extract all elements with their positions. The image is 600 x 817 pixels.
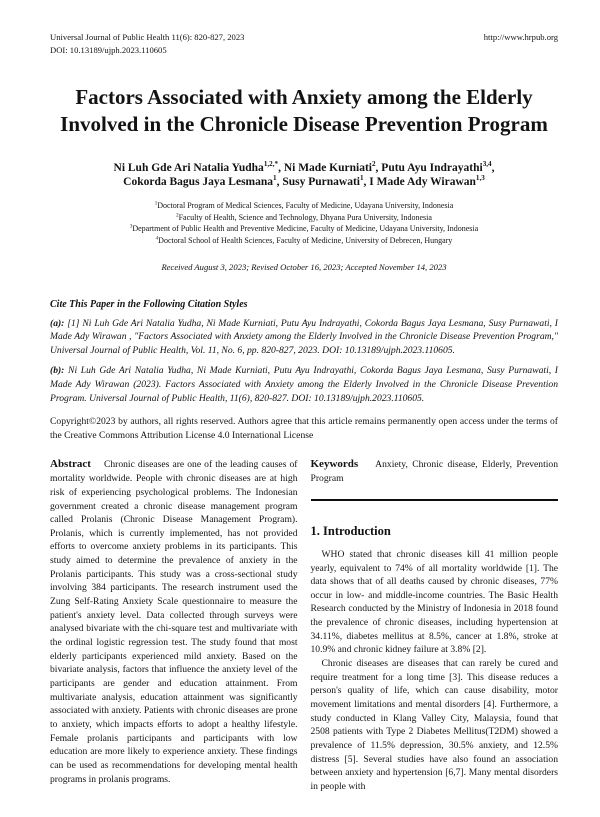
- doi-line: DOI: 10.13189/ujph.2023.110605: [50, 44, 167, 55]
- abstract-paragraph: [50, 457, 298, 787]
- author-line-2: Cokorda Bagus Jaya Lesmana$^1$, Susy Purnawati$^1$, I Made Ady Wirawan$^{1,3}$: [123, 174, 485, 188]
- author-affil-sup: 1,3: [475, 174, 485, 183]
- abstract-text: Chronic diseases are one of the leading causes of mortality worldwide. People with chronic diseases are at high risk of experiencing psychological problems. The Indonesian government created a chronic disease management program called Prolanis (Chronic Disease Management Program). Prolanis, which is currently implemented, has not provided efforts to overcome anxiety problems in its participants. This study aimed to determine the prevalence of anxiety in the Prolanis participants. This study was a cross-sectional study involving 384 participants. The research instrument used the Zung Self-Rating Anxiety Scale questionnaire to measure the patient's anxiety level. Data collected through surveys were analysed bivariate with the chi-square test and multivariate with the ordinal logistic regression test. The study found that most elderly participants experienced mild anxiety. Based on the bivariate analysis, factors that influence the anxiety level of the participants are gender and education attainment. From multivariate analysis, education attainment was significantly associated with anxiety. Patients with chronic diseases are prone to anxiety, which impacts efforts to adopt a healthy lifestyle. Female prolanis participants and participants with low education are more likely to experience anxiety. These findings can be used as recommendations for developing mental health programs in prolanis programs.: [50, 458, 298, 785]
- author-affil-sup: 1,2,*: [263, 159, 279, 168]
- citation-style-a: [50, 317, 558, 358]
- copyright-notice: Copyright©2023 by authors, all rights reserved. Authors agree that this article remains permanently open access under the terms of the Creative Commons Attribution License 4.0 International License: [50, 416, 558, 441]
- article-title-line2: Involved in the Chronicle Disease Prevention Program: [60, 111, 548, 136]
- keywords-text: Anxiety, Chronic disease, Elderly, Prevention Program: [310, 458, 558, 485]
- author-name: Putu Ayu Indrayathi: [381, 161, 483, 174]
- keywords-heading: Keywords: [310, 457, 359, 470]
- article-title: [50, 84, 558, 138]
- author-affil-sup: 3,4: [482, 159, 492, 168]
- two-column-body: [50, 457, 558, 794]
- author-name: Susy Purnawati: [282, 175, 360, 188]
- section-divider-rule: [311, 499, 559, 501]
- author-affil-sup: 1: [359, 174, 364, 183]
- keywords-paragraph: [311, 457, 559, 486]
- article-title-line1: Factors Associated with Anxiety among the Elderly: [75, 84, 533, 109]
- citation-styles-heading: Cite This Paper in the Following Citation Styles: [50, 298, 248, 310]
- introduction-paragraph-1: WHO stated that chronic diseases kill 41 million people yearly, equivalent to 74% of all mortality worldwide [1]. The data shows that of all deaths caused by chronic diseases, 77% occur in low- and middle-income countries. The Basic Health Research conducted by the Ministry of Indonesia in 2018 found the prevalence of chronic diseases, including hypertension at 34.11%, diabetes mellitus at 8.5%, cancer at 1.8%, stroke at 10.9% and chronic kidney failure at 3.8% [2].: [310, 548, 558, 656]
- affiliation-sup: 2: [176, 213, 179, 219]
- author-affil-sup: 2: [371, 159, 376, 168]
- author-name: I Made Ady Wirawan: [369, 175, 476, 188]
- author-line-1: Ni Luh Gde Ari Natalia Yudha$^{1,2,*}$, Ni Made Kurniati$^2$, Putu Ayu Indrayathi$^{3,4}$,: [113, 159, 495, 174]
- affiliation-2: $^2$Faculty of Health, Science and Technology, Dhyana Pura University, Indonesia: [176, 212, 432, 222]
- left-column: [50, 457, 298, 794]
- introduction-paragraph-2: Chronic diseases are diseases that can rarely be cured and require treatment for a long time [3]. This disease reduces a person's quality of life, which can cause disability, motor movement limitations and mental disorders [4]. Furthermore, a study conducted in Klang Valley City, Malaysia, found that 2508 patients with Type 2 Diabetes Mellitus(T2DM) showed a prevalence of 11.5% depression, 30.5% anxiety, and 12.5% distress [5]. Several studies have also found an association between anxiety and hypertension [6,7]. Many mental disorders in people with: [310, 658, 558, 793]
- author-affil-sup: 1: [273, 174, 277, 183]
- citation-b-label: (b):: [50, 365, 69, 377]
- right-column: [311, 457, 559, 794]
- running-head: [50, 31, 558, 57]
- affiliation-3: $^3$Department of Public Health and Preventive Medicine, Faculty of Medicine, Udayana University, Indonesia: [129, 224, 479, 234]
- affiliation-4: $^4$Doctoral School of Health Sciences, Faculty of Medicine, University of Debrecen, Hungary: [155, 236, 453, 246]
- journal-issue-line: Universal Journal of Public Health 11(6): 820-827, 2023: [50, 32, 245, 42]
- citation-b-text: Ni Luh Gde Ari Natalia Yudha, Ni Made Kurniati, Putu Ayu Indrayathi, Cokorda Bagus Jaya Lesmana, Susy Purnawati, I Made Ady Wirawan (2023). Factors Associated with Anxiety among the Elderly Involved in the Chronicle Disease Prevention Program. Universal Journal of Public Health, 11(6), 820-827. DOI: 10.13189/ujph.2023.110605.: [50, 365, 558, 404]
- citation-a-label: (a):: [50, 317, 68, 329]
- citation-style-b: [50, 364, 558, 405]
- author-name: Cokorda Bagus Jaya Lesmana: [123, 175, 274, 188]
- affiliation-sup: 4: [155, 236, 159, 242]
- affiliation-sup: 1: [154, 201, 158, 207]
- introduction-heading: 1. Introduction: [310, 523, 391, 538]
- author-list: [50, 161, 558, 190]
- affiliation-list: [50, 200, 558, 246]
- received-revised-accepted-line: Received August 3, 2023; Revised October 16, 2023; Accepted November 14, 2023: [161, 261, 447, 272]
- journal-info: [50, 31, 244, 57]
- author-name: Ni Luh Gde Ari Natalia Yudha: [113, 161, 264, 174]
- author-name: Ni Made Kurniati: [283, 161, 372, 174]
- citation-a-text: [1] Ni Luh Gde Ari Natalia Yudha, Ni Made Kurniati, Putu Ayu Indrayathi, Cokorda Bagus Jaya Lesmana, Susy Purnawati, I Made Ady Wirawan , "Factors Associated with Anxiety among the Elderly Involved in the Chronicle Disease Prevention Program," Universal Journal of Public Health, Vol. 11, No. 6, pp. 820-827, 2023. DOI: 10.13189/ujph.2023.110605.: [50, 317, 558, 356]
- abstract-heading: Abstract: [50, 457, 91, 470]
- affiliation-sup: 3: [129, 224, 133, 230]
- affiliation-1: $^1$Doctoral Program of Medical Sciences, Faculty of Medicine, Udayana University, Indonesia: [154, 201, 454, 211]
- publisher-url: http://www.hrpub.org: [483, 32, 558, 42]
